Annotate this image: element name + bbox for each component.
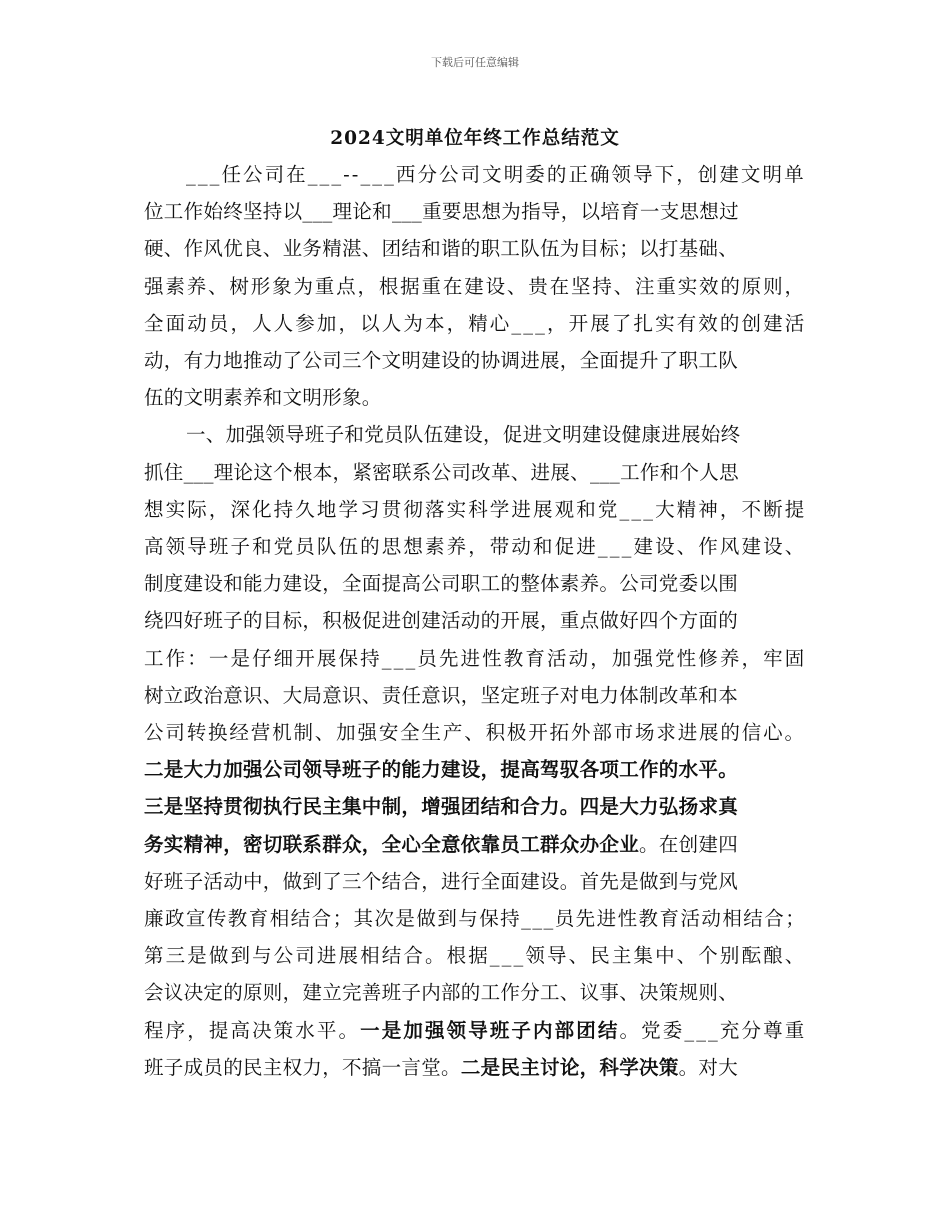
text-segment: 好班子活动中，做到了三个结合，进行全面建设。首先是做到与党风: [144, 869, 739, 893]
text-segment: 伍的文明素养和文明形象。: [144, 386, 382, 410]
text-segment: 硬、作风优良、业务精湛、团结和谐的职工队伍为目标；以打基础、: [144, 237, 739, 261]
text-segment: 廉政宣传教育相结合；其次是做到与保持___员先进性教育活动相结合；: [144, 907, 807, 930]
text-segment: 会议决定的原则，建立完善班子内部的工作分工、议事、决策规则、: [144, 981, 739, 1005]
text-line: [144, 681, 738, 711]
bold-text-segment: 三是坚持贯彻执行民主集中制，增强团结和合力。四是大力弘扬求真: [144, 795, 739, 819]
text-segment: 位工作始终坚持以___理论和___重要思想为指导，以培育一支思想过: [144, 200, 739, 224]
text-segment: 班子成员的民主权力，不搞一言堂。: [144, 1055, 461, 1079]
text-line: [144, 978, 738, 1008]
text-segment: 一、加强领导班子和党员队伍建设，促进文明建设健康进展始终: [186, 423, 741, 447]
text-line: [144, 495, 806, 525]
text-line: [144, 197, 739, 227]
bold-text-segment: 务实精神，密切联系群众，全心全意依靠员工群众办企业: [144, 832, 640, 856]
document-title: 2024文明单位年终工作总结范文: [330, 128, 620, 149]
text-segment: 程序，提高决策水平。: [144, 1018, 361, 1042]
text-segment: 树立政治意识、大局意识、责任意识，坚定班子对电力体制改革和本: [144, 683, 739, 707]
text-line: [144, 830, 738, 860]
text-line: [144, 234, 738, 264]
text-line: [144, 755, 738, 785]
text-segment: 。对大: [678, 1055, 739, 1079]
text-segment: 动，有力地推动了公司三个文明建设的协调进展，全面提升了职工队: [144, 349, 739, 372]
text-segment: 强素养、树形象为重点，根据重在建设、贵在坚持、注重实效的原则，: [144, 274, 806, 298]
text-segment: 绕四好班子的目标，积极促进创建活动的开展，重点做好四个方面的: [144, 609, 739, 633]
text-segment: 全面动员，人人参加，以人为本，精心___，开展了扎实有效的创建活: [144, 311, 807, 335]
bold-text-segment: 一是加强领导班子内部团结: [360, 1018, 620, 1042]
text-line: [144, 941, 806, 971]
text-line: [144, 792, 738, 822]
bold-text-segment: 二是大力加强公司领导班子的能力建设，提高驾驭各项工作的水平。: [144, 758, 739, 782]
text-line: [144, 569, 738, 599]
page-header: 下载后可任意编辑: [431, 56, 519, 69]
text-line: [144, 904, 806, 934]
text-line: [186, 160, 806, 190]
text-line: [186, 420, 740, 450]
text-line: [144, 644, 806, 674]
text-line: [144, 458, 739, 488]
text-line: [144, 606, 738, 636]
text-segment: 工作：一是仔细开展保持___员先进性教育活动，加强党性修养，牢固: [144, 646, 807, 670]
text-segment: 第三是做到与公司进展相结合。根据___领导、民主集中、个别酝酿、: [144, 944, 807, 968]
text-segment: 。在创建四: [639, 832, 739, 856]
text-line: [144, 346, 738, 376]
text-segment: 制度建设和能力建设，全面提高公司职工的整体素养。公司党委以围: [144, 572, 739, 596]
text-segment: 想实际，深化持久地学习贯彻落实科学进展观和党___大精神，不断提: [144, 497, 807, 521]
text-line: [144, 1053, 738, 1083]
text-line: [144, 867, 738, 897]
text-line: [144, 718, 806, 748]
text-line: [144, 383, 382, 413]
text-segment: 高领导班子和党员队伍的思想素养，带动和促进___建设、作风建设、: [144, 535, 807, 558]
bold-text-segment: 二是民主讨论，科学决策: [460, 1055, 679, 1079]
text-line: [144, 1016, 806, 1046]
text-segment: 抓住___理论这个根本，紧密联系公司改革、进展、___工作和个人思: [144, 460, 739, 484]
text-line: [144, 532, 806, 562]
text-line: [144, 309, 806, 339]
text-segment: ___任公司在___--___西分公司文明委的正确领导下，创建文明单: [186, 163, 806, 186]
text-line: [144, 272, 806, 302]
text-segment: 公司转换经营机制、加强安全生产、积极开拓外部市场求进展的信心。: [144, 721, 806, 744]
text-segment: 。党委___充分尊重: [619, 1018, 807, 1042]
